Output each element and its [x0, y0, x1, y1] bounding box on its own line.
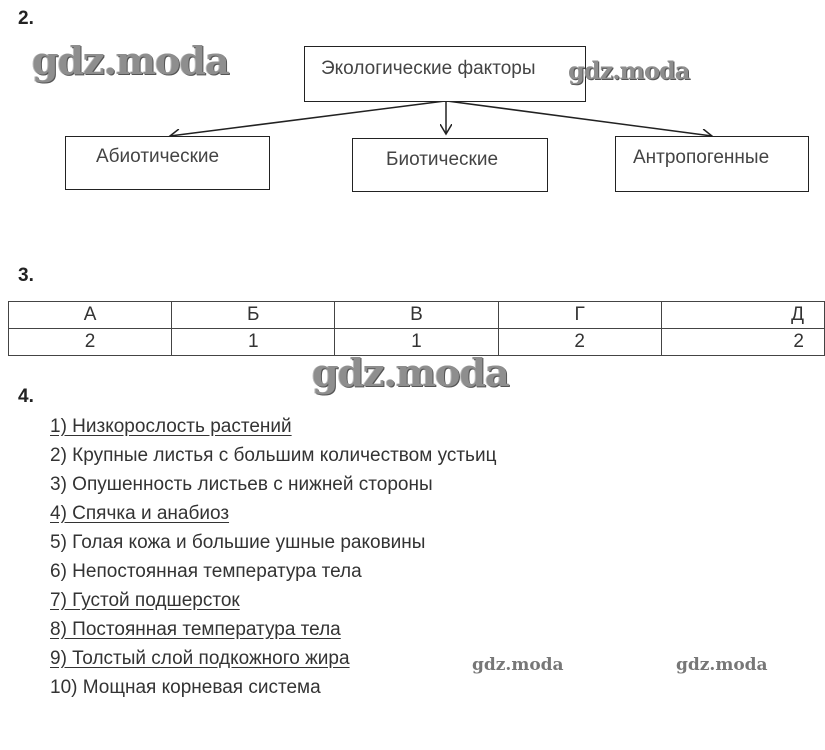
list-item-text: 2) Крупные листья с большим количеством устьиц [50, 445, 497, 466]
table-header-cell: А [9, 302, 172, 329]
list-item-text: 5) Голая кожа и большие ушные раковины [50, 532, 426, 553]
anthropogenic-label: Антропогенные [633, 147, 770, 168]
table-value-cell: 1 [172, 329, 335, 356]
list-item [50, 412, 496, 441]
watermark: gdz.moda [472, 655, 564, 675]
list-item [50, 499, 496, 528]
list-item-text: 1) Низкорослость растений [50, 416, 292, 437]
list-item [50, 557, 496, 586]
table-value-cell: 2 [661, 329, 824, 356]
task-3-number: 3. [18, 265, 34, 286]
answer-table [8, 301, 825, 356]
list-item [50, 673, 496, 702]
watermark: gdz.moda [568, 56, 690, 85]
list-item-text: 4) Спячка и анабиоз [50, 503, 230, 524]
root-label: Экологические факторы [321, 58, 536, 79]
table-value-cell: 1 [335, 329, 498, 356]
table-header-cell: Б [172, 302, 335, 329]
list-item-text: 7) Густой подшерсток [50, 590, 240, 611]
abiotic-label: Абиотические [96, 146, 220, 167]
list-item-text: 8) Постоянная температура тела [50, 619, 341, 640]
abiotic-box [65, 136, 270, 190]
list-item [50, 441, 496, 470]
list-item-text: 9) Толстый слой подкожного жира [50, 648, 350, 669]
watermark: gdz.moda [312, 350, 509, 395]
table-header-cell: В [335, 302, 498, 329]
table-value-cell: 2 [498, 329, 661, 356]
table-header-cell: Д [661, 302, 824, 329]
root-box [304, 46, 586, 102]
list-item [50, 615, 496, 644]
arrow-to-anthropogenic [447, 101, 712, 136]
table-value-cell: 2 [9, 329, 172, 356]
list-item-text: 3) Опушенность листьев с нижней стороны [50, 474, 433, 495]
arrow-to-abiotic [170, 101, 445, 136]
task-2-number: 2. [18, 8, 34, 29]
watermark: gdz.moda [32, 38, 229, 83]
list-item [50, 644, 496, 673]
list-item [50, 528, 496, 557]
list-item-text: 6) Непостоянная температура тела [50, 561, 362, 582]
task-4-number: 4. [18, 386, 34, 407]
anthropogenic-box [615, 136, 809, 192]
list-item [50, 586, 496, 615]
biotic-box [352, 138, 548, 192]
feature-list [50, 412, 496, 702]
watermark: gdz.moda [676, 655, 768, 675]
table-header-cell: Г [498, 302, 661, 329]
biotic-label: Биотические [386, 149, 499, 170]
table-header-row [9, 302, 825, 329]
list-item-text: 10) Мощная корневая система [50, 677, 321, 698]
list-item [50, 470, 496, 499]
